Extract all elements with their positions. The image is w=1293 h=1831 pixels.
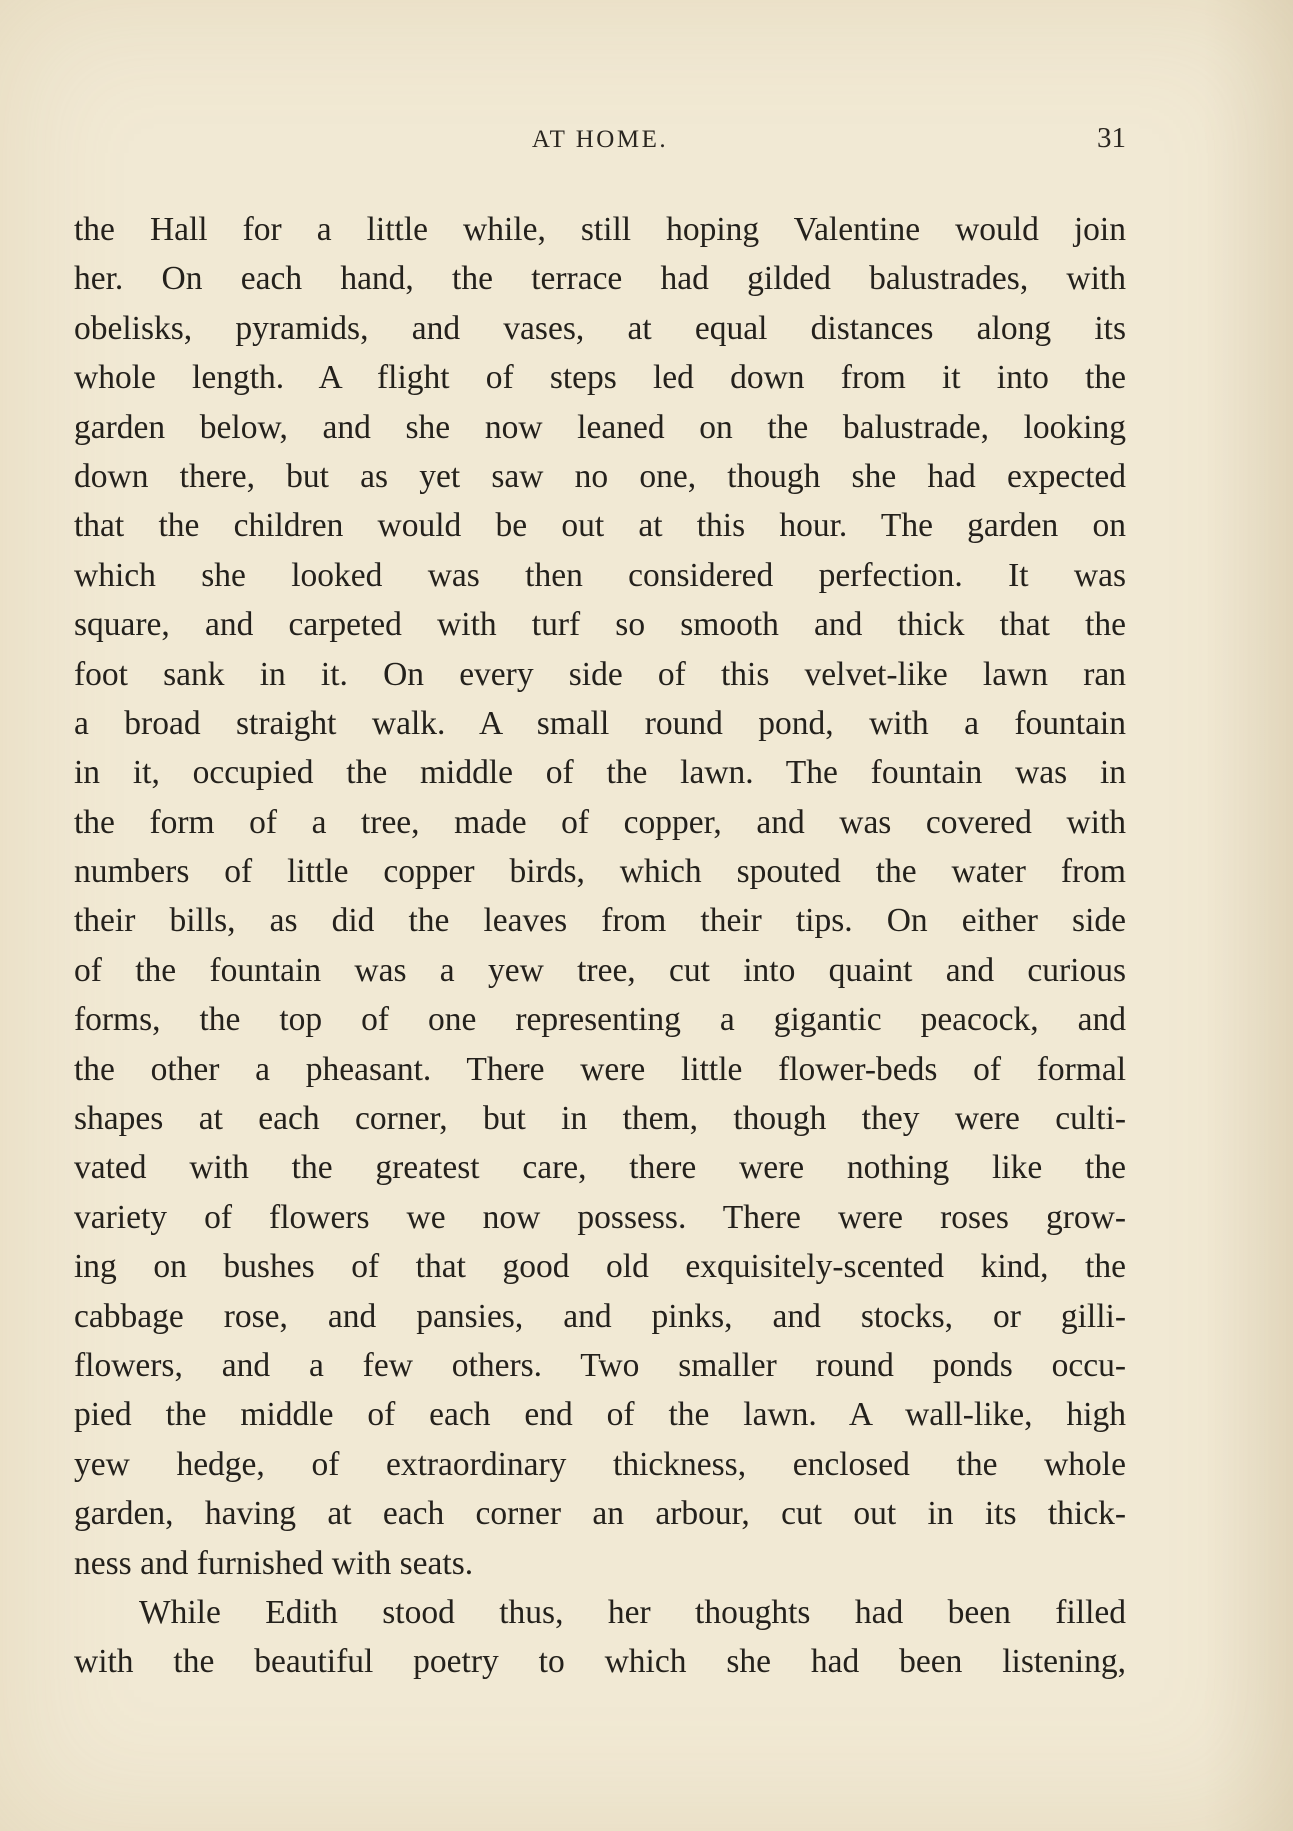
text-line: ing on bushes of that good old exquisitely-scented kind, the bbox=[74, 1248, 1126, 1286]
text-line: forms, the top of one representing a gigantic peacock, and bbox=[74, 1001, 1126, 1039]
text-line: whole length. A flight of steps led down from it into the bbox=[74, 359, 1126, 397]
text-line: the other a pheasant. There were little flower-beds of formal bbox=[74, 1050, 1126, 1088]
text-line: shapes at each corner, but in them, though they were culti- bbox=[74, 1100, 1126, 1138]
text-line: numbers of little copper birds, which spouted the water from bbox=[74, 853, 1126, 891]
running-head bbox=[74, 122, 1126, 162]
page-number: 31 bbox=[1097, 122, 1126, 154]
text-line: vated with the greatest care, there were nothing like the bbox=[74, 1149, 1126, 1187]
page-edge-shading bbox=[1203, 0, 1293, 1831]
text-line: pied the middle of each end of the lawn. A wall-like, high bbox=[74, 1396, 1126, 1434]
text-line: down there, but as yet saw no one, though she had expected bbox=[74, 457, 1126, 495]
text-line: a broad straight walk. A small round pond, with a fountain bbox=[74, 704, 1126, 742]
text-line: yew hedge, of extraordinary thickness, enclosed the whole bbox=[74, 1445, 1126, 1483]
text-line: flowers, and a few others. Two smaller round ponds occu- bbox=[74, 1346, 1126, 1384]
text-line: of the fountain was a yew tree, cut into quaint and curious bbox=[74, 951, 1126, 989]
text-line: garden, having at each corner an arbour, cut out in its thick- bbox=[74, 1495, 1126, 1533]
text-line: with the beautiful poetry to which she had been listening, bbox=[74, 1643, 1126, 1681]
text-line: square, and carpeted with turf so smooth and thick that the bbox=[74, 606, 1126, 644]
text-line: in it, occupied the middle of the lawn. The fountain was in bbox=[74, 754, 1126, 792]
text-line: garden below, and she now leaned on the balustrade, looking bbox=[74, 408, 1126, 446]
text-line: obelisks, pyramids, and vases, at equal distances along its bbox=[74, 309, 1126, 347]
text-line: foot sank in it. On every side of this velvet-like lawn ran bbox=[74, 655, 1126, 693]
text-line: variety of flowers we now possess. There were roses grow- bbox=[74, 1198, 1126, 1236]
text-line: her. On each hand, the terrace had gilded balustrades, with bbox=[74, 260, 1126, 298]
text-line: which she looked was then considered perfection. It was bbox=[74, 556, 1126, 594]
text-line-paragraph-start: While Edith stood thus, her thoughts had been filled bbox=[139, 1593, 1126, 1631]
text-line: the form of a tree, made of copper, and was covered with bbox=[74, 803, 1126, 841]
text-line-paragraph-end: ness and furnished with seats. bbox=[74, 1544, 474, 1582]
body-text bbox=[74, 205, 1126, 1687]
text-line: cabbage rose, and pansies, and pinks, and stocks, or gilli- bbox=[74, 1297, 1126, 1335]
text-line: their bills, as did the leaves from their tips. On either side bbox=[74, 902, 1126, 940]
running-title: AT HOME. bbox=[531, 126, 669, 153]
text-line: that the children would be out at this hour. The garden on bbox=[74, 507, 1126, 545]
text-line: the Hall for a little while, still hoping Valentine would join bbox=[74, 211, 1126, 248]
